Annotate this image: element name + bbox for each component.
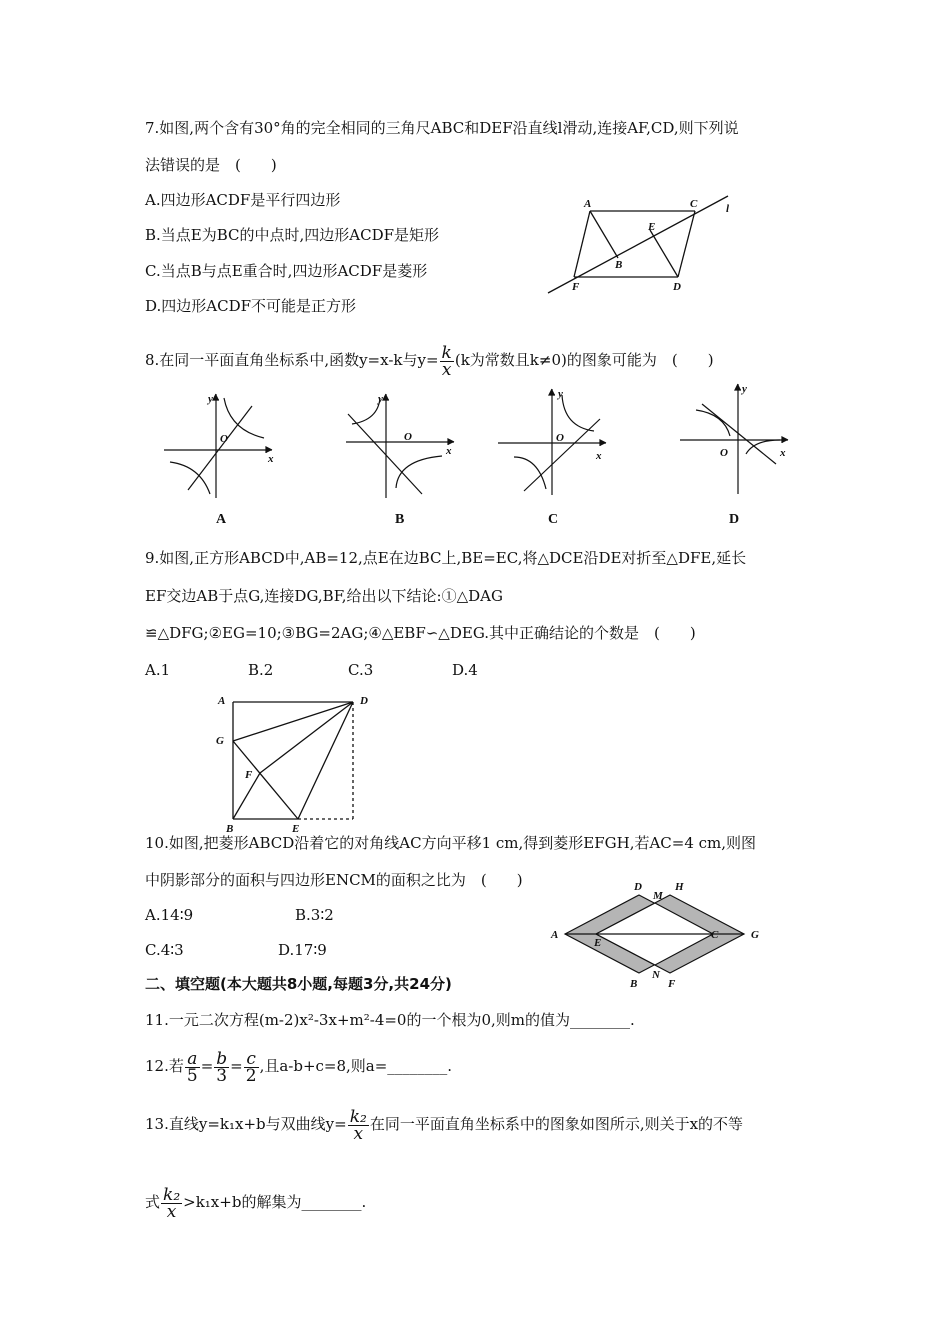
q10-line1: 10.如图,把菱形ABCD沿着它的对角线AC方向平移1 cm,得到菱形EFGH,若AC=4 cm,则图 <box>145 834 757 852</box>
q8-d-o: O <box>720 447 728 459</box>
q10-line2: 中阴影部分的面积与四边形ENCM的面积之比为 ( ) <box>145 871 523 889</box>
q7-label-l: l <box>726 203 730 215</box>
q8-graph-a-label: A <box>216 512 227 527</box>
q8-c-x: x <box>596 450 602 462</box>
q12-frac-c-num: c <box>244 1051 259 1068</box>
q9-option-b: B.2 <box>248 661 274 679</box>
q8-a-x: x <box>268 453 274 465</box>
q8-c-o: O <box>556 432 564 444</box>
q12-frac-c <box>244 1048 259 1086</box>
q9-label-e: E <box>292 823 300 835</box>
q10-label-c: C <box>711 929 719 941</box>
q10-figure <box>545 878 775 993</box>
q9-option-a: A.1 <box>145 661 171 679</box>
q7-option-c: C.当点B与点E重合时,四边形ACDF是菱形 <box>145 262 428 280</box>
q7-line2: 法错误的是 ( ) <box>145 156 277 174</box>
q10-option-b: B.3∶2 <box>295 906 334 924</box>
q13-num2: k₂ <box>163 1184 181 1205</box>
q10-label-a: A <box>551 929 559 941</box>
q7-option-d: D.四边形ACDF不可能是正方形 <box>145 297 357 315</box>
q7-label-d: D <box>673 281 681 293</box>
q12-line <box>145 1046 452 1086</box>
q8-fraction <box>440 342 454 380</box>
q8-graph-b-label: B <box>395 512 405 527</box>
q13-post2: >k₁x+b的解集为________. <box>183 1193 367 1211</box>
q8-graph-c-label: C <box>548 512 559 527</box>
q12-pre: 12.若 <box>145 1057 184 1075</box>
q7-label-f: F <box>572 281 580 293</box>
q13-den2: x <box>166 1201 177 1222</box>
q10-label-n: N <box>652 969 660 981</box>
q10-label-b: B <box>630 978 638 990</box>
q9-option-c: C.3 <box>348 661 374 679</box>
q13-line1 <box>145 1104 743 1144</box>
q7-option-b: B.当点E为BC的中点时,四边形ACDF是矩形 <box>145 226 440 244</box>
q8-graph-c <box>494 385 614 500</box>
q10-option-d: D.17∶9 <box>278 941 327 959</box>
q13-pre: 13.直线y=k₁x+b与双曲线y= <box>145 1115 347 1133</box>
q13-num: k₂ <box>349 1106 367 1127</box>
q7-label-a: A <box>584 198 592 210</box>
q9-line2: EF交边AB于点G,连接DG,BF,给出以下结论:①△DAG <box>145 587 503 605</box>
q9-label-f: F <box>245 769 253 781</box>
q7-option-a: A.四边形ACDF是平行四边形 <box>145 191 341 209</box>
q9-line3: ≌△DFG;②EG=10;③BG=2AG;④△EBF∽△DEG.其中正确结论的个数是 ( ) <box>145 624 696 642</box>
q10-label-f: F <box>668 978 676 990</box>
q8-b-x: x <box>446 445 452 457</box>
q12-frac-b <box>214 1048 229 1086</box>
q8-b-y: y <box>378 393 383 405</box>
q8-a-o: O <box>220 433 228 445</box>
q9-option-d: D.4 <box>452 661 478 679</box>
q12-frac-a <box>185 1048 200 1086</box>
q8-d-x: x <box>780 447 786 459</box>
q7-label-c: C <box>690 198 698 210</box>
q10-option-a: A.14∶9 <box>145 906 194 924</box>
q13-pre2: 式 <box>145 1193 161 1211</box>
q8-d-y: y <box>742 383 747 395</box>
q10-label-m: M <box>653 890 663 902</box>
q9-line1: 9.如图,正方形ABCD中,AB=12,点E在边BC上,BE=EC,将△DCE沿DE对折至△DFE,延长 <box>145 549 747 567</box>
q10-label-e: E <box>594 937 602 949</box>
q8-post: (k为常数且k≠0)的图象可能为 ( ) <box>454 351 714 369</box>
q10-label-d: D <box>634 881 642 893</box>
q13-fraction <box>348 1106 369 1144</box>
q8-b-o: O <box>404 431 412 443</box>
q13-fraction2 <box>161 1184 182 1222</box>
q8-num: k <box>441 342 452 363</box>
q8-a-y: y <box>208 393 213 405</box>
q12-post: ,且a-b+c=8,则a=________. <box>259 1057 453 1075</box>
q12-frac-c-den: 2 <box>245 1065 257 1086</box>
q8-line <box>145 340 714 380</box>
q12-eq2: = <box>230 1057 243 1075</box>
q13-line2 <box>145 1182 366 1222</box>
q8-graph-d <box>676 380 796 500</box>
q11-text: 11.一元二次方程(m-2)x²-3x+m²-4=0的一个根为0,则m的值为________. <box>145 1011 635 1029</box>
q12-frac-a-den: 5 <box>186 1065 198 1086</box>
q12-frac-b-den: 3 <box>216 1065 228 1086</box>
q9-label-g: G <box>216 735 224 747</box>
q13-post: 在同一平面直角坐标系中的图象如图所示,则关于x的不等 <box>369 1115 744 1133</box>
q8-c-y: y <box>558 388 563 400</box>
q8-graph-a <box>160 390 280 505</box>
q10-label-g: G <box>751 929 759 941</box>
q10-label-h: H <box>675 881 684 893</box>
q12-eq1: = <box>200 1057 214 1075</box>
q7-line1: 7.如图,两个含有30°角的完全相同的三角尺ABC和DEF沿直线l滑动,连接AF,CD,则下列说 <box>145 119 739 137</box>
q8-graph-d-label: D <box>729 512 740 527</box>
q7-label-b: B <box>615 259 623 271</box>
q13-den: x <box>353 1123 364 1144</box>
q9-figure <box>210 690 370 835</box>
q12-frac-a-num: a <box>185 1051 200 1068</box>
q9-label-b: B <box>226 823 234 835</box>
section-2-title: 二、填空题(本大题共8小题,每题3分,共24分) <box>145 975 452 993</box>
q12-frac-b-num: b <box>216 1048 228 1069</box>
q8-graph-b <box>342 390 462 505</box>
q9-label-a: A <box>218 695 226 707</box>
q7-figure <box>540 190 740 300</box>
q10-option-c: C.4∶3 <box>145 941 184 959</box>
q8-pre: 8.在同一平面直角坐标系中,函数y=x-k与y= <box>145 351 439 369</box>
q7-label-e: E <box>648 221 656 233</box>
q9-label-d: D <box>360 695 368 707</box>
q8-den: x <box>441 359 452 380</box>
